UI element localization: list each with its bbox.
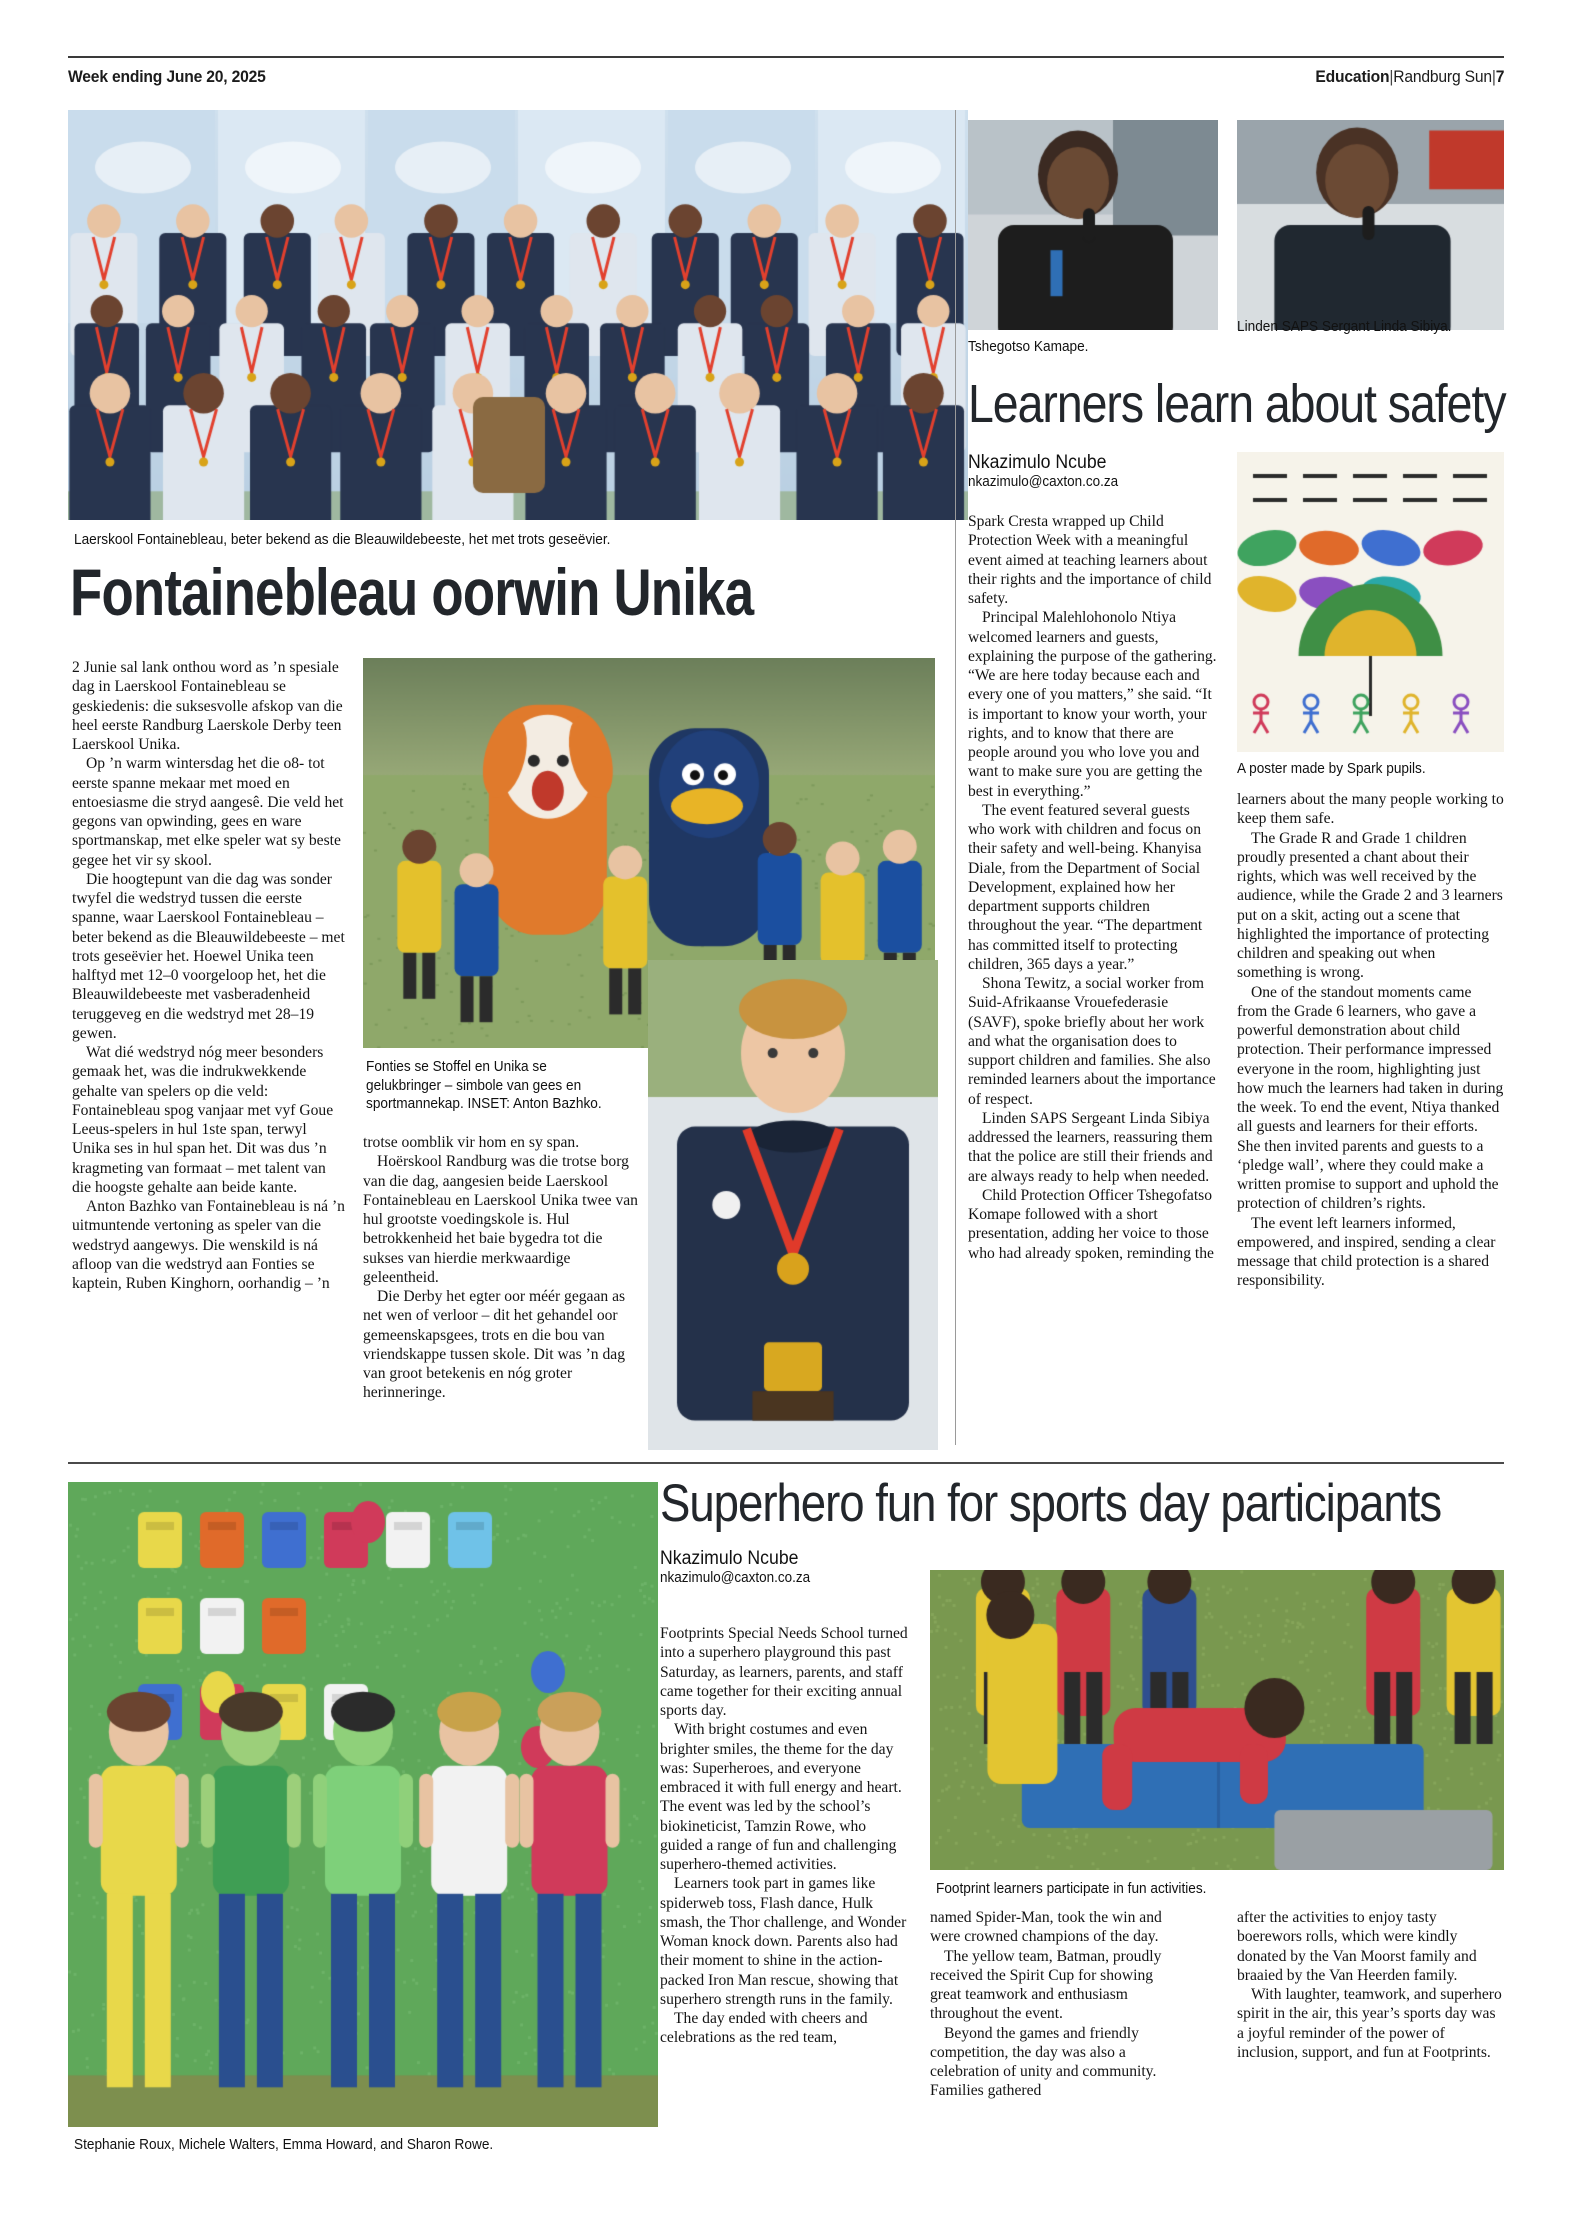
paragraph: Spark Cresta wrapped up Child Protection Week with a meaningful event aimed at teaching learners about their rights and the importance of child safety. — [968, 513, 1212, 607]
sports-day-group-photo — [68, 1482, 658, 2127]
superhero-article-column-1 — [660, 1624, 910, 2048]
superhero-byline — [660, 1548, 821, 1587]
speaker-photo-sibiya — [1237, 120, 1504, 330]
paragraph: One of the standout moments came from the Grade 6 learners, who gave a powerful demonstration about child protection. Their performance impressed everyone in the room, highlighting just how much the learners had taken in during the week. To end the event, Ntiya thanked all guests and learners for their efforts. She then invited parents and guests to a ‘pledge wall’, where they could make a written promise to support and uphold the protection of children’s rights. — [1237, 983, 1504, 1213]
paragraph: With laughter, teamwork, and superhero spirit in the air, this year’s sports day was a joyful reminder of the power of inclusion, support, and fun at Footprints. — [1237, 1986, 1502, 2061]
paragraph: The event left learners informed, empowered, and inspired, sending a clear message that child protection is a shared responsibility. — [1237, 1214, 1496, 1290]
paragraph: The event featured several guests who work with children and focus on their safety and well-being. Khanyisa Diale, from the Department of Social Development, explained how her department supports children throughout the year. “The department has committed itself to protecting children, 365 days a year.” — [968, 801, 1203, 973]
speaker-photo-kamape — [968, 120, 1218, 330]
paragraph: With bright costumes and even brighter smiles, the theme for the day was: Superheroes, and everyone embraced it with full energy and heart. The event was led by the school’s biokineticist, Tamzin Rowe, who guided a range of fun and challenging superhero-themed activities. — [660, 1721, 902, 1873]
paragraph: Footprints Special Needs School turned into a superhero playground this past Saturday, as learners, parents, and staff came together for their exciting annual sports day. — [660, 1625, 908, 1719]
superhero-article-column-2 — [930, 1908, 1180, 2101]
section-name: Education — [1315, 67, 1390, 86]
paragraph: 2 Junie sal lank onthou word as ’n spesiale dag in Laerskool Fontainebleau se geskiedenis: die suksesvolle afskop van die heel eerste Randburg Laerskole Derby teen Laerskool Unika. — [72, 659, 343, 753]
paragraph: Child Protection Officer Tshegofatso Komape followed with a short presentation, adding her voice to those who had already spoken, reminding the — [968, 1186, 1214, 1262]
column-divider-vertical — [955, 110, 956, 1445]
sports-day-activity-photo-caption: Footprint learners participate in fun activities. — [936, 1881, 1207, 1897]
paragraph: The Grade R and Grade 1 children proudly presented a chant about their rights, which was well received by the audience, while the Grade 2 and 3 learners put on a skit, acting out a scene that highlighted the importance of protecting children and speaking out when something is wrong. — [1237, 829, 1503, 982]
paragraph: Die hoogtepunt van die dag was sonder twyfel die wedstryd tussen die eerste spanne, waar Laerskool Fontainebleau – beter bekend as die Bleauwildebeeste – met trots geseëvier het. Hoewel Unika teen halftyd met 12–0 voorgeloop het, het die Bleauwildebeeste met vasberadenheid teruggeveg en die wedstryd met 28–19 gewen. — [72, 870, 345, 1042]
breadcrumb-separator-1: | — [1389, 67, 1393, 86]
sports-day-activity-photo — [930, 1570, 1504, 1870]
inset-player-photo — [648, 960, 938, 1450]
speaker-photo-kamape-caption: Tshegotso Kamape. — [968, 339, 1089, 355]
safety-article-column-1 — [968, 512, 1218, 1263]
paragraph: Linden SAPS Sergeant Linda Sibiya addressed the learners, reassuring them that the police are still their friends and are always ready to help when needed. — [968, 1109, 1213, 1185]
paragraph: The day ended with cheers and celebrations as the red team, — [660, 2010, 868, 2047]
speaker-photo-sibiya-caption: Linden SAPS Sergant Linda Sibiya. — [1237, 319, 1452, 335]
publication-name: Randburg Sun — [1392, 67, 1492, 86]
rugby-team-photo — [68, 110, 968, 520]
paragraph: trotse oomblik vir hom en sy span. — [363, 1134, 580, 1151]
safety-headline: Learners learn about safety — [968, 374, 1506, 434]
page-masthead — [68, 56, 1504, 87]
paragraph: Hoërskool Randburg was die trotse borg van die dag, aangesien beide Laerskool Fontainebleau en Laerskool Unika twee van hul grootste voedingskole is. Hul betrokkenheid het baie bygedra tot die sukses van hierdie merkwaardige geleentheid. — [363, 1153, 638, 1286]
paragraph: Wat dié wedstryd nóg meer besonders gemaak het, was die indrukwekkende gehalte van spelers op die veld: Fontainebleau spog vanjaar met vyf Goue Leeus-spelers in hul 1ste span, terwyl Unika ses in hul span het. Dit was dus ’n kragmeting van formaat – met talent van die hoogste gehalte aan beide kante. — [72, 1044, 334, 1196]
rugby-team-photo-caption: Laerskool Fontainebleau, beter bekend as die Bleauwildebeeste, het met trots geseëvier. — [74, 532, 611, 548]
paragraph: after the activities to enjoy tasty boerewors rolls, which were kindly donated by the Van Moorst family and braaied by the Van Heerden family. — [1237, 1909, 1477, 1984]
paragraph: Anton Bazhko van Fontainebleau is ná ’n uitmuntende vertoning as speler van die wedstryd aangewys. Die wenskild is ná afloop van die wedstryd aan Fonties se kaptein, Ruben Kinghorn, oorhandig – ’n — [72, 1198, 345, 1292]
paragraph: Principal Malehlohonolo Ntiya welcomed learners and guests, explaining the purpose of the gathering. “We are here today because each and every one of you matters,” she said. “It is important to know your worth, your rights, and to know that there are people around you who love you and want to make sure you are getting the best in everything.” — [968, 609, 1217, 800]
safety-byline-name: Nkazimulo Ncube — [968, 452, 1107, 473]
superhero-byline-name: Nkazimulo Ncube — [660, 1548, 799, 1569]
breadcrumb-separator-2: | — [1491, 67, 1496, 86]
main-article-column-1 — [72, 658, 348, 1293]
paragraph: The yellow team, Batman, proudly received the Spirit Cup for showing great teamwork and enthusiasm throughout the event. — [930, 1947, 1162, 2023]
section-divider-rule — [68, 1462, 1504, 1464]
section-breadcrumb — [1315, 67, 1504, 87]
safety-article-column-2 — [1237, 790, 1504, 1291]
paragraph: Beyond the games and friendly competition, the day was also a celebration of unity and community. Families gathered — [930, 2024, 1157, 2100]
superhero-headline: Superhero fun for sports day participants — [660, 1474, 1442, 1533]
issue-date: Week ending June 20, 2025 — [68, 67, 266, 86]
safety-byline — [968, 452, 1129, 491]
page-number: 7 — [1495, 67, 1504, 86]
superhero-article-column-3 — [1237, 1908, 1504, 2062]
paragraph: learners about the many people working to keep them safe. — [1237, 791, 1504, 828]
paragraph: Die Derby het egter oor méér gegaan as net wen of verloor – dit het gehandel oor gemeenskapsgees, trots en die bou van vriendskappe tussen skole. Dit was ’n dag van groot betekenis en nóg groter herinneringe. — [363, 1288, 626, 1402]
child-protection-poster-photo — [1237, 452, 1504, 752]
mascot-photo-caption: Fonties se Stoffel en Unika se gelukbringer – simbole van gees en sportmannekap. INSET: Anton Bazhko. — [366, 1059, 602, 1113]
sports-day-group-photo-caption: Stephanie Roux, Michele Walters, Emma Howard, and Sharon Rowe. — [74, 2137, 494, 2153]
paragraph: Learners took part in games like spiderweb toss, Flash dance, Hulk smash, the Thor challenge, and Wonder Woman knock down. Parents also had their moment to shine in the action-packed Iron Man rescue, showing that superhero strength runs in the family. — [660, 1875, 907, 2008]
safety-byline-email: nkazimulo@caxton.co.za — [968, 473, 1119, 490]
main-article-column-2 — [363, 1133, 639, 1403]
paragraph: Op ’n warm wintersdag het die o8- tot eerste spanne mekaar met moed en entoesiasme die stryd aangesê. Die veld het gegons van opwinding, gees en ware sportmanskap, met elke speler wat sy beste gegee het vir sy skool. — [72, 755, 344, 869]
paragraph: Shona Tewitz, a social worker from Suid-Afrikaanse Vrouefederasie (SAVF), spoke briefly about her work and what the organisation does to support children and families. She also reminded learners about the importance of respect. — [968, 975, 1216, 1108]
superhero-byline-email: nkazimulo@caxton.co.za — [660, 1569, 811, 1586]
paragraph: named Spider-Man, took the win and were crowned champions of the day. — [930, 1909, 1162, 1946]
main-headline: Fontainebleau oorwin Unika — [70, 555, 754, 629]
poster-photo-caption: A poster made by Spark pupils. — [1237, 761, 1426, 777]
